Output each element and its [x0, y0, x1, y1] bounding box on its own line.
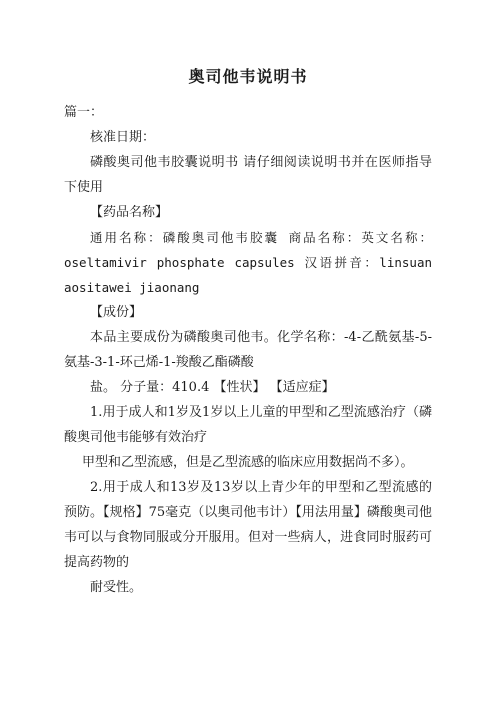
paragraph-approval-date: 核准日期： — [90, 130, 156, 145]
document-body — [64, 100, 432, 600]
paragraph-drug-names: 通用名称：磷酸奥司他韦胶囊 商品名称：英文名称：oseltamivir phosphate capsules 汉语拼音：linsuan aositawei jiaonang — [64, 230, 432, 295]
paragraph-section-label: 篇一： — [64, 105, 104, 120]
paragraph-intro: 磷酸奥司他韦胶囊说明书 请仔细阅读说明书并在医师指导下使用 — [64, 155, 432, 195]
paragraph-ingredients: 本品主要成份为磷酸奥司他韦。化学名称：-4-乙酰氨基-5-氨基-3-1-环己烯-1-羧酸乙酯磷酸 — [64, 330, 432, 370]
paragraph-indication-2: 2.用于成人和13岁及13岁以上青少年的甲型和乙型流感的预防。【规格】75毫克（以奥司他韦计）【用法用量】磷酸奥司他韦可以与食物同服或分开服用。但对一些病人，进食同时服药可提高药物的 — [64, 480, 432, 570]
paragraph-tolerance: 耐受性。 — [90, 580, 143, 595]
heading-ingredients: 【成份】 — [90, 305, 143, 320]
heading-drug-name: 【药品名称】 — [90, 205, 169, 220]
paragraph-molecular-weight: 盐。 分子量：410.4 【性状】 【适应症】 — [90, 380, 335, 395]
paragraph-indication-1-cont: 甲型和乙型流感，但是乙型流感的临床应用数据尚不多）。 — [82, 455, 414, 470]
document-title: 奥司他韦说明书 — [188, 67, 308, 86]
paragraph-indication-1: 1.用于成人和1岁及1岁以上儿童的甲型和乙型流感治疗（磷酸奥司他韦能够有效治疗 — [64, 405, 432, 445]
